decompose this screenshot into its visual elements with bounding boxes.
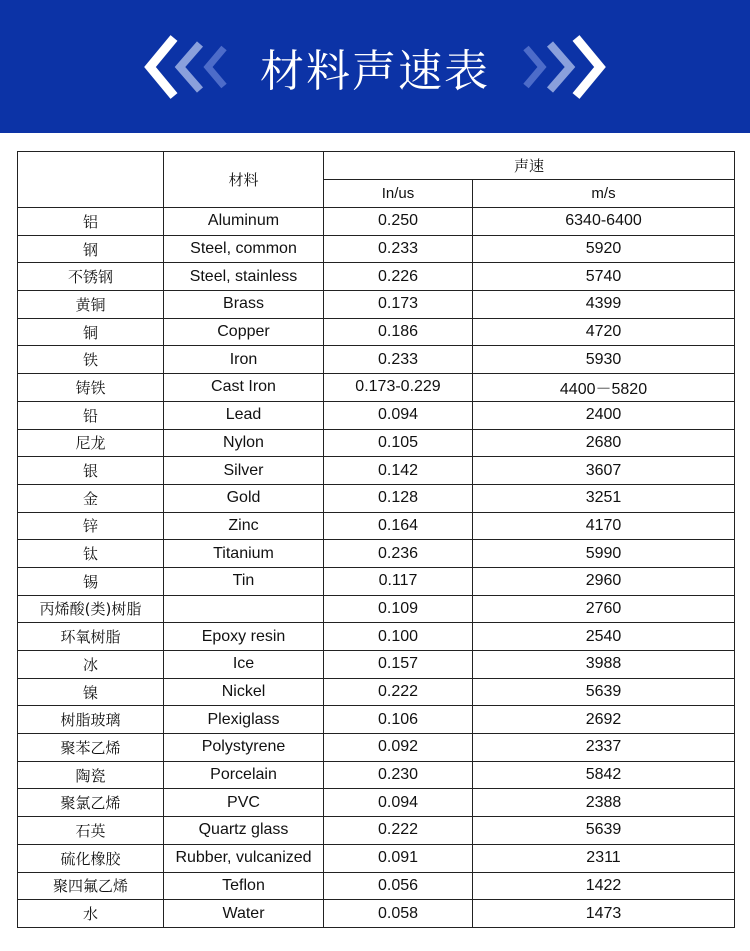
material-zh-cell: 环氧树脂 [18,623,164,651]
material-zh-cell: 银 [18,457,164,485]
speed-inus-cell: 0.222 [324,678,473,706]
material-en-cell: Polystyrene [164,734,324,762]
speed-inus-cell: 0.250 [324,208,473,236]
material-en-cell: Brass [164,291,324,319]
speed-inus-cell: 0.094 [324,401,473,429]
table-row [18,263,735,291]
material-zh-cell: 铁 [18,346,164,374]
table-row [18,208,735,236]
speed-inus-cell: 0.091 [324,844,473,872]
speed-ms-cell: 2760 [473,595,735,623]
table-row [18,900,735,928]
material-en-cell: Silver [164,457,324,485]
triple-chevron-right-icon [510,34,610,100]
material-en-cell: Zinc [164,512,324,540]
material-en-cell: Tin [164,567,324,595]
material-en-cell: Rubber, vulcanized [164,844,324,872]
speed-ms-cell: 3251 [473,484,735,512]
table-row [18,734,735,762]
table-row [18,817,735,845]
material-en-cell: Porcelain [164,761,324,789]
speed-ms-cell: 2692 [473,706,735,734]
speed-ms-cell: 5930 [473,346,735,374]
material-zh-cell: 不锈钢 [18,263,164,291]
speed-ms-cell: 2311 [473,844,735,872]
speed-inus-cell: 0.105 [324,429,473,457]
material-zh-cell: 聚苯乙烯 [18,734,164,762]
material-zh-cell: 铸铁 [18,374,164,402]
material-zh-cell: 钛 [18,540,164,568]
speed-ms-cell: 5639 [473,678,735,706]
table-row [18,374,735,402]
table-row [18,401,735,429]
speed-inus-cell: 0.236 [324,540,473,568]
table-row [18,235,735,263]
speed-ms-cell: 4400－5820 [473,374,735,402]
header-speed: 声速 [324,152,735,180]
material-en-cell: PVC [164,789,324,817]
speed-inus-cell: 0.117 [324,567,473,595]
table-row [18,706,735,734]
table-row [18,844,735,872]
material-zh-cell: 冰 [18,651,164,679]
material-en-cell: Titanium [164,540,324,568]
material-en-cell: Nickel [164,678,324,706]
material-en-cell: Lead [164,401,324,429]
speed-inus-cell: 0.092 [324,734,473,762]
speed-ms-cell: 5740 [473,263,735,291]
header-unit-inus: In/us [324,180,473,208]
speed-ms-cell: 4170 [473,512,735,540]
table-row [18,318,735,346]
speed-ms-cell: 5842 [473,761,735,789]
material-en-cell: Copper [164,318,324,346]
speed-inus-cell: 0.157 [324,651,473,679]
speed-ms-cell: 6340-6400 [473,208,735,236]
speed-ms-cell: 5639 [473,817,735,845]
speed-inus-cell: 0.173 [324,291,473,319]
table-row [18,789,735,817]
table-row [18,291,735,319]
speed-inus-cell: 0.226 [324,263,473,291]
speed-ms-cell: 5990 [473,540,735,568]
speed-inus-cell: 0.142 [324,457,473,485]
speed-inus-cell: 0.222 [324,817,473,845]
speed-inus-cell: 0.186 [324,318,473,346]
material-zh-cell: 陶瓷 [18,761,164,789]
material-en-cell: Iron [164,346,324,374]
speed-inus-cell: 0.230 [324,761,473,789]
speed-ms-cell: 2400 [473,401,735,429]
material-zh-cell: 硫化橡胶 [18,844,164,872]
table-row [18,623,735,651]
table-row [18,761,735,789]
table-row [18,429,735,457]
table-row [18,678,735,706]
speed-inus-cell: 0.164 [324,512,473,540]
speed-inus-cell: 0.173-0.229 [324,374,473,402]
material-zh-cell: 水 [18,900,164,928]
material-en-cell: Plexiglass [164,706,324,734]
material-en-cell: Teflon [164,872,324,900]
material-zh-cell: 铝 [18,208,164,236]
material-en-cell: Epoxy resin [164,623,324,651]
speed-ms-cell: 3988 [473,651,735,679]
speed-ms-cell: 3607 [473,457,735,485]
header-material: 材料 [164,152,324,208]
table-row [18,872,735,900]
material-zh-cell: 树脂玻璃 [18,706,164,734]
speed-ms-cell: 5920 [473,235,735,263]
header-blank-cell [18,152,164,208]
speed-inus-cell: 0.109 [324,595,473,623]
speed-ms-cell: 2680 [473,429,735,457]
table-row [18,567,735,595]
material-en-cell [164,595,324,623]
material-en-cell: Gold [164,484,324,512]
page-title: 材料声速表 [260,45,490,97]
sound-speed-table [17,151,735,928]
table-row [18,457,735,485]
material-zh-cell: 锌 [18,512,164,540]
table-row [18,651,735,679]
table-row [18,346,735,374]
speed-inus-cell: 0.233 [324,346,473,374]
material-zh-cell: 金 [18,484,164,512]
table-row [18,595,735,623]
material-en-cell: Aluminum [164,208,324,236]
speed-inus-cell: 0.056 [324,872,473,900]
material-zh-cell: 钢 [18,235,164,263]
speed-ms-cell: 2960 [473,567,735,595]
material-zh-cell: 聚四氟乙烯 [18,872,164,900]
speed-inus-cell: 0.094 [324,789,473,817]
material-zh-cell: 铅 [18,401,164,429]
material-zh-cell: 聚氯乙烯 [18,789,164,817]
speed-inus-cell: 0.128 [324,484,473,512]
material-zh-cell: 镍 [18,678,164,706]
speed-ms-cell: 4399 [473,291,735,319]
material-zh-cell: 尼龙 [18,429,164,457]
speed-inus-cell: 0.100 [324,623,473,651]
material-zh-cell: 丙烯酸(类)树脂 [18,595,164,623]
speed-inus-cell: 0.106 [324,706,473,734]
material-en-cell: Steel, common [164,235,324,263]
speed-ms-cell: 1422 [473,872,735,900]
speed-ms-cell: 4720 [473,318,735,346]
material-en-cell: Ice [164,651,324,679]
speed-ms-cell: 2388 [473,789,735,817]
material-zh-cell: 黄铜 [18,291,164,319]
table-row [18,540,735,568]
material-en-cell: Quartz glass [164,817,324,845]
material-zh-cell: 铜 [18,318,164,346]
material-zh-cell: 锡 [18,567,164,595]
speed-ms-cell: 2540 [473,623,735,651]
material-en-cell: Steel, stainless [164,263,324,291]
table-row [18,484,735,512]
speed-ms-cell: 1473 [473,900,735,928]
material-zh-cell: 石英 [18,817,164,845]
speed-inus-cell: 0.233 [324,235,473,263]
material-en-cell: Water [164,900,324,928]
material-en-cell: Nylon [164,429,324,457]
speed-ms-cell: 2337 [473,734,735,762]
speed-inus-cell: 0.058 [324,900,473,928]
material-en-cell: Cast Iron [164,374,324,402]
header-unit-ms: m/s [473,180,735,208]
table-row [18,512,735,540]
